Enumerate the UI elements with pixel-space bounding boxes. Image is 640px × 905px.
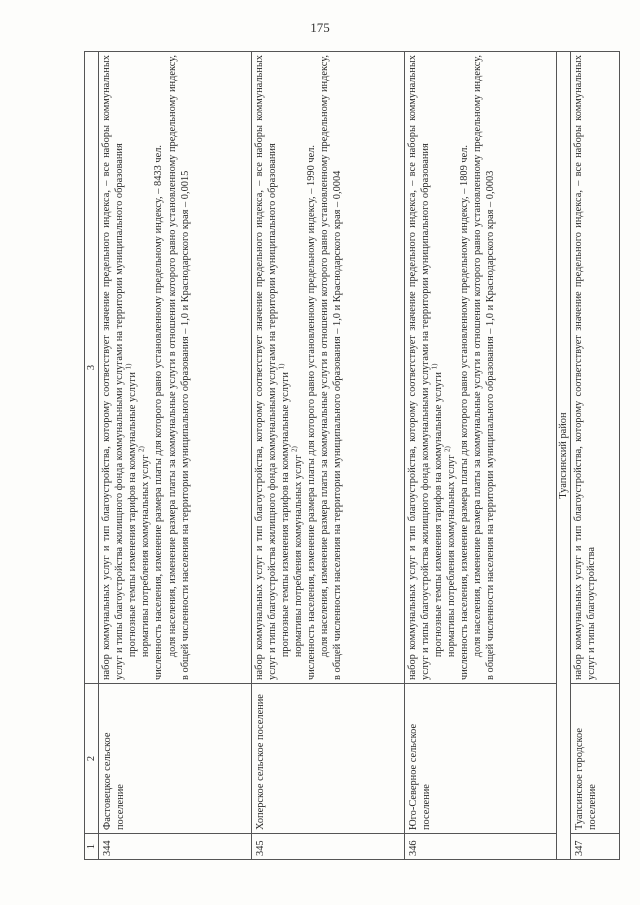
table-row bbox=[99, 52, 252, 860]
paragraph: численность населения, изменение размера платы для которого равно установленному предельному индексу, – 1990 чел. bbox=[306, 144, 318, 680]
row-number: 347 bbox=[571, 834, 620, 860]
header-col-2: 2 bbox=[85, 684, 99, 834]
row-description bbox=[571, 52, 620, 684]
paragraph: прогнозные темпы изменения тарифов на коммунальные услуги $^{1)}$ bbox=[124, 363, 139, 658]
paragraph: численность населения, изменение размера платы для которого равно установленному предельному индексу, – 8433 чел. bbox=[153, 144, 165, 680]
paragraph: набор коммунальных услуг и тип благоустройства, которому соответствует значение предельного индекса, – все наборы коммунальных услуг и типы благоустройства жилищного фонда коммунальными услугами на территории муниципального образования bbox=[253, 55, 278, 680]
paragraph: прогнозные темпы изменения тарифов на коммунальные услуги $^{1)}$ bbox=[430, 363, 444, 658]
footnote-marker: 2) bbox=[290, 446, 299, 453]
table-row bbox=[404, 52, 557, 860]
district-heading-row bbox=[557, 52, 571, 860]
footnote-marker: 2) bbox=[137, 446, 146, 453]
footnote-marker: 1) bbox=[277, 363, 286, 370]
paragraph: доля населения, изменение размера платы за коммунальные услуги в отношении которого равно установленному предельному индексу, в общей численности населения на территории муниципального образования – 1,0 и Краснодарского края – 0,0015 bbox=[166, 55, 191, 680]
paragraph: численность населения, изменение размера платы для которого равно установленному предельному индексу, – 1809 чел. bbox=[458, 144, 470, 680]
footnote-marker: 1) bbox=[430, 363, 439, 370]
paragraph: набор коммунальных услуг и тип благоустройства, которому соответствует значение предельного индекса, – все наборы коммунальных услуг и типы благоустройства жилищного фонда коммунальными услугами на территории муниципального образования bbox=[406, 55, 431, 680]
paragraph: прогнозные темпы изменения тарифов на коммунальные услуги $^{1)}$ bbox=[277, 363, 291, 658]
paragraph: нормативы потребления коммунальных услуг $^{2)}$ bbox=[137, 446, 152, 658]
settlement-name: Юго-Северное сельское поселение bbox=[404, 684, 557, 834]
paragraph: доля населения, изменение размера платы за коммунальные услуги в отношении которого равно установленному предельному индексу, в общей численности населения на территории муниципального образования – 1,0 и Краснодарского края – 0,0004 bbox=[319, 55, 344, 680]
settlement-name: Фастовецкое сельское поселение bbox=[99, 684, 252, 834]
header-col-1: 1 bbox=[85, 834, 99, 860]
page-number: 175 bbox=[310, 20, 330, 35]
table-row bbox=[571, 52, 620, 860]
row-number: 345 bbox=[251, 834, 404, 860]
row-description bbox=[404, 52, 557, 684]
row-description bbox=[251, 52, 404, 684]
row-description bbox=[99, 52, 252, 684]
district-heading: Туапсинский район bbox=[557, 52, 571, 860]
tariff-index-table bbox=[84, 51, 620, 860]
paragraph: набор коммунальных услуг и тип благоустройства, которому соответствует значение предельного индекса, – все наборы коммунальных услуг и типы благоустройства bbox=[573, 55, 598, 680]
settlement-name: Хоперское сельское поселение bbox=[251, 684, 404, 834]
table-row bbox=[251, 52, 404, 860]
header-col-3: 3 bbox=[85, 52, 99, 684]
footnote-marker: 1) bbox=[124, 363, 133, 370]
paragraph: доля населения, изменение размера платы за коммунальные услуги в отношении которого равно установленному предельному индексу, в общей численности населения на территории муниципального образования – 1,0 и Краснодарского края – 0,0003 bbox=[471, 55, 497, 680]
paragraph: нормативы потребления коммунальных услуг $^{2)}$ bbox=[290, 446, 305, 658]
rotated-table-wrapper bbox=[84, 52, 620, 860]
row-number: 344 bbox=[99, 834, 252, 860]
footnote-marker: 2) bbox=[443, 446, 452, 453]
row-number: 346 bbox=[404, 834, 557, 860]
table-header-row bbox=[85, 52, 99, 860]
paragraph: набор коммунальных услуг и тип благоустройства, которому соответствует значение предельного индекса, – все наборы коммунальных услуг и типы благоустройства жилищного фонда коммунальными услугами на территории муниципального образования bbox=[101, 55, 126, 680]
settlement-name: Туапсинское городское поселение bbox=[571, 684, 620, 834]
paragraph: нормативы потребления коммунальных услуг $^{2)}$ bbox=[443, 446, 457, 658]
